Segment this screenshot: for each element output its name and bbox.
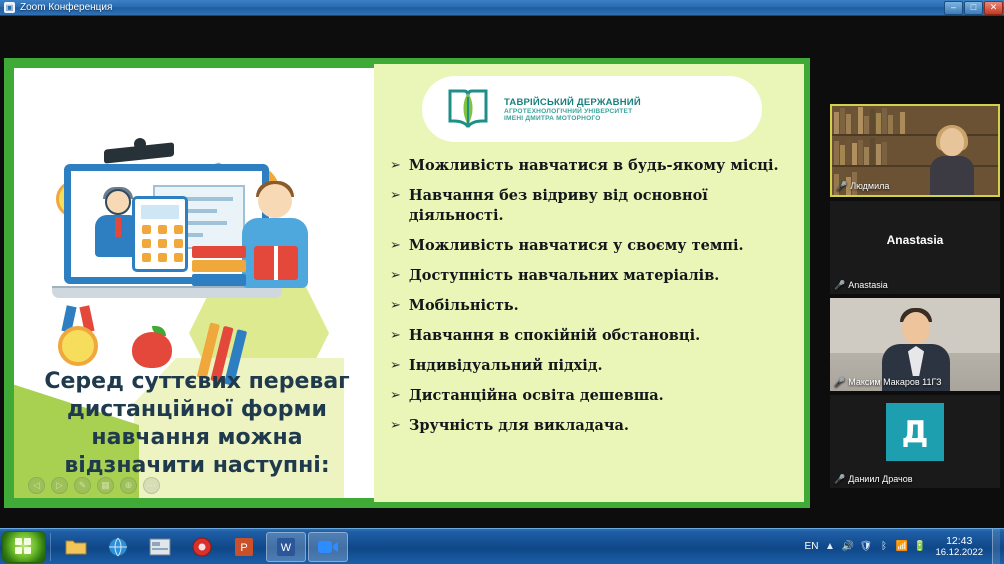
maximize-button[interactable]: □	[964, 1, 983, 15]
participant-name-badge	[834, 474, 912, 485]
ppt-more-button[interactable]: ⋯	[143, 477, 160, 494]
list-item-label: Можливість навчатися у своєму темпі.	[408, 237, 744, 254]
list-item-label: Доступність навчальних матеріалів.	[408, 267, 720, 284]
ppt-zoom-button[interactable]: ⊕	[120, 477, 137, 494]
volume-icon[interactable]: 🔊	[841, 541, 855, 552]
windows-taskbar	[0, 528, 1004, 564]
participant-tile-maksim[interactable]	[830, 298, 1000, 391]
list-item-label: Індивідуальний підхід.	[408, 357, 603, 374]
participant-tile-daniil[interactable]	[830, 395, 1000, 488]
bullet-marker-icon: ➢	[390, 158, 401, 173]
clock-time: 12:43	[946, 534, 973, 547]
svg-text:P: P	[240, 541, 248, 554]
bullet-marker-icon: ➢	[390, 328, 401, 343]
bullet-marker-icon: ➢	[390, 238, 401, 253]
logo-line-3: ІМЕНІ ДМИТРА МОТОРНОГО	[504, 114, 601, 122]
ppt-next-button[interactable]: ▷	[51, 477, 68, 494]
slide-left-panel	[4, 58, 374, 508]
participant-name: Даниил Драчов	[848, 474, 913, 484]
bullet-marker-icon: ➢	[390, 188, 401, 203]
battery-icon[interactable]: 🔋	[913, 541, 927, 552]
list-item	[390, 326, 796, 346]
list-item	[390, 386, 796, 406]
bullet-marker-icon: ➢	[390, 388, 401, 403]
participant-tile-ludmila[interactable]	[830, 104, 1000, 197]
system-tray	[805, 529, 1004, 564]
university-logo	[422, 76, 762, 142]
start-button[interactable]	[2, 531, 46, 563]
participant-name-badge	[836, 181, 889, 192]
mic-muted-icon: 🎤	[836, 181, 848, 191]
slide-right-panel	[374, 58, 810, 508]
list-item-label: Мобільність.	[408, 297, 519, 314]
mic-muted-icon: 🎤	[834, 474, 846, 484]
presentation-toolbar[interactable]	[28, 477, 160, 494]
svg-text:W: W	[280, 541, 292, 554]
zoom-icon: ▣	[5, 2, 14, 12]
ppt-pen-button[interactable]: ✎	[74, 477, 91, 494]
student-illustration	[236, 184, 318, 314]
minimize-button[interactable]: –	[944, 1, 963, 15]
list-item	[390, 416, 796, 436]
list-item	[390, 266, 796, 286]
list-item-label: Зручність для викладача.	[408, 417, 629, 434]
slide-title: Серед суттєвих переваг дистанційної форми навчання можна відзначити наступні:	[44, 369, 350, 478]
language-indicator[interactable]: EN	[804, 541, 819, 552]
participant-name-badge	[834, 377, 942, 388]
logo-line-1: ТАВРІЙСЬКИЙ ДЕРЖАВНИЙ	[504, 96, 641, 108]
participant-name: Anastasia	[848, 280, 888, 290]
participant-name: Максим Макаров 11ГЗ	[848, 377, 942, 387]
taskbar-item-recorder[interactable]	[182, 532, 222, 562]
bullet-marker-icon: ➢	[390, 358, 401, 373]
taskbar-item-powerpoint[interactable]	[224, 532, 264, 562]
taskbar-item-word[interactable]	[266, 532, 306, 562]
windows-logo-icon	[15, 538, 33, 556]
bluetooth-icon[interactable]: ᛒ	[880, 541, 887, 552]
window-title: Zoom Конференция	[20, 1, 113, 13]
medal-icon	[52, 306, 104, 368]
list-item	[390, 296, 796, 316]
show-desktop-button[interactable]	[992, 529, 1000, 564]
taskbar-divider	[50, 533, 51, 561]
meeting-area	[0, 16, 1004, 528]
taskbar-item-browser[interactable]	[98, 532, 138, 562]
ppt-grid-button[interactable]: ▦	[97, 477, 114, 494]
participant-name: Людмила	[850, 181, 890, 191]
participant-tile-anastasia[interactable]	[830, 201, 1000, 294]
bullet-marker-icon: ➢	[390, 268, 401, 283]
participant-name-badge	[834, 280, 888, 291]
window-title-bar	[0, 0, 1004, 16]
mic-muted-icon: 🎤	[834, 280, 846, 290]
apple-icon	[132, 326, 172, 368]
list-item	[390, 236, 796, 256]
taskbar-item-zoom[interactable]	[308, 532, 348, 562]
calculator-icon	[132, 196, 188, 272]
logo-line-2: АГРОТЕХНОЛОГІЧНИЙ УНІВЕРСИТЕТ	[504, 107, 633, 115]
clock-date: 16.12.2022	[935, 546, 983, 558]
taskbar-item-folder-window[interactable]	[140, 532, 180, 562]
bullet-marker-icon: ➢	[390, 418, 401, 433]
books-icon	[192, 246, 246, 292]
mic-muted-icon: 🎤	[834, 377, 846, 387]
ppt-prev-button[interactable]: ◁	[28, 477, 45, 494]
list-item-label: Навчання без відриву від основної діяльності.	[408, 187, 708, 224]
bullet-marker-icon: ➢	[390, 298, 401, 313]
list-item-label: Навчання в спокійній обстановці.	[408, 327, 701, 344]
close-button[interactable]: ✕	[984, 1, 1003, 15]
participant-rail	[830, 104, 1000, 492]
list-item-label: Можливість навчатися в будь-якому місці.	[408, 157, 779, 174]
participant-display-name: Anastasia	[886, 233, 944, 247]
list-item-label: Дистанційна освіта дешевша.	[408, 387, 664, 404]
clock[interactable]	[931, 535, 983, 559]
avatar: Д	[886, 403, 944, 461]
window-controls	[944, 0, 1004, 16]
show-hidden-icons-icon[interactable]: ▲	[825, 541, 835, 552]
network-icon[interactable]: 📶	[895, 541, 909, 552]
bullet-list	[390, 156, 796, 446]
taskbar-item-explorer[interactable]	[56, 532, 96, 562]
list-item	[390, 356, 796, 376]
shared-screen-slide[interactable]	[4, 58, 810, 508]
security-shield-icon[interactable]: 🛡	[859, 541, 873, 552]
list-item	[390, 186, 796, 226]
book-leaf-logo-icon	[442, 85, 494, 133]
list-item	[390, 156, 796, 176]
